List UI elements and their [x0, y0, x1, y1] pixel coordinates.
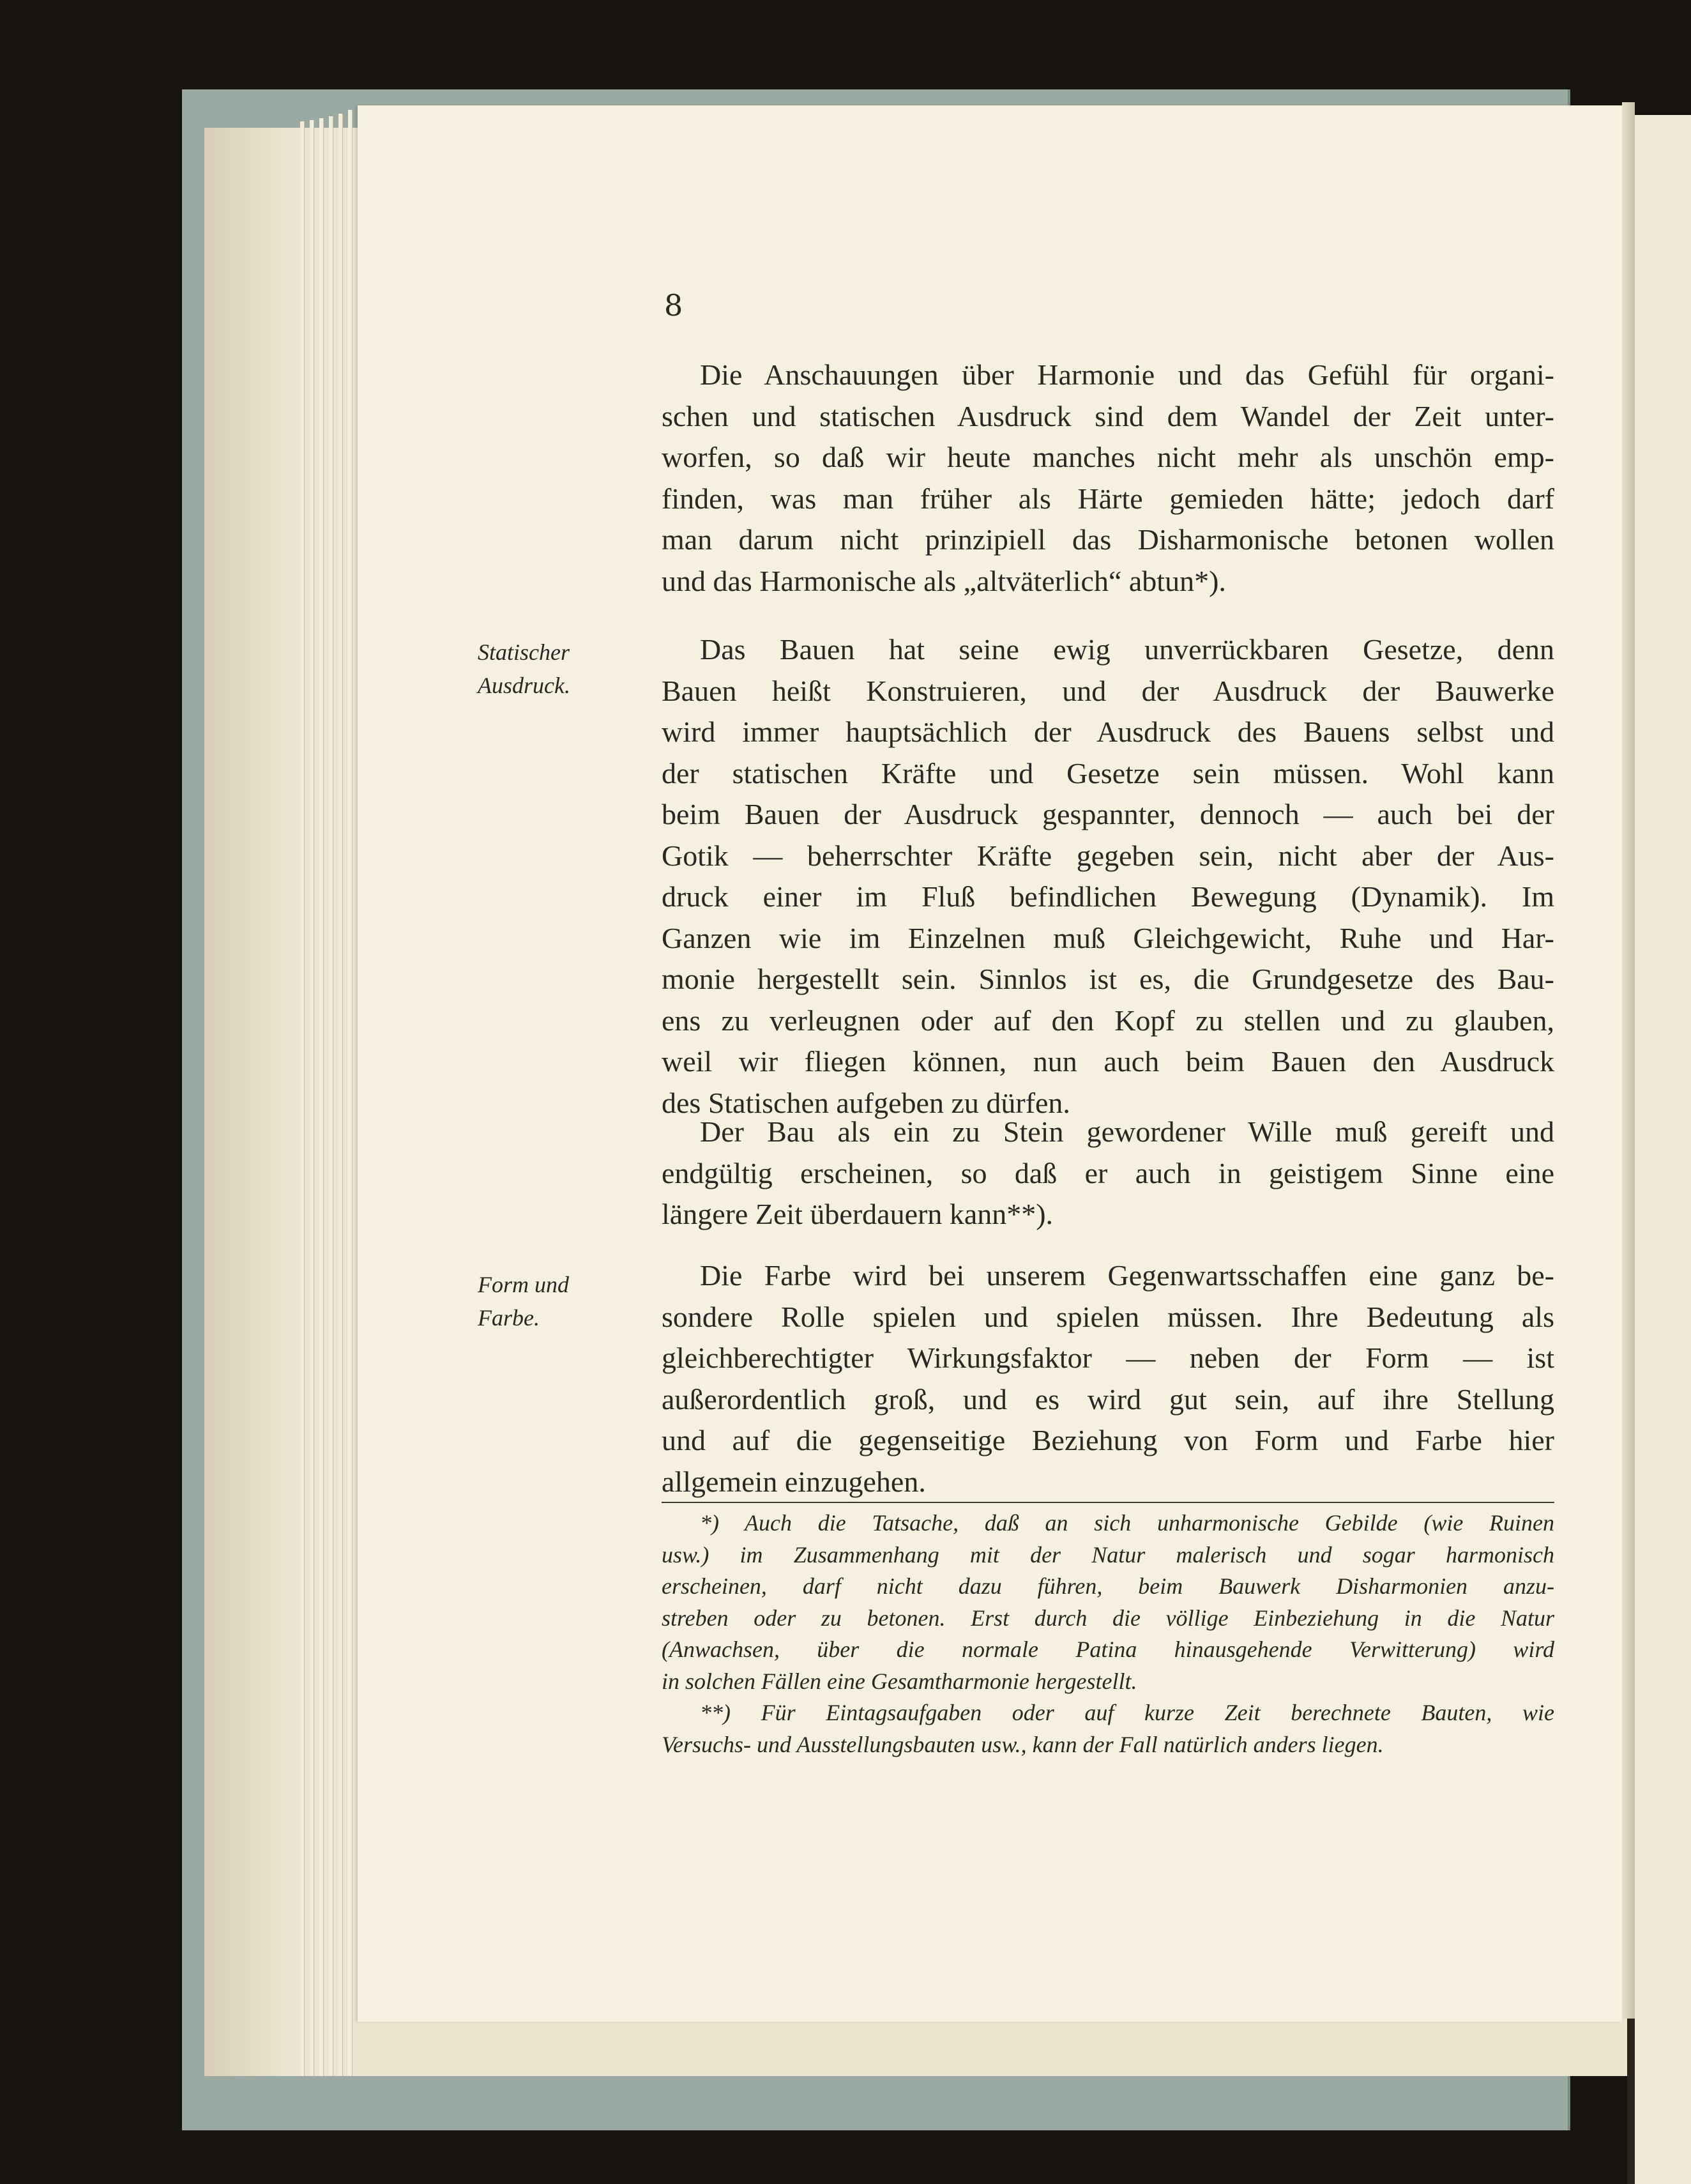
footnote-line: in solchen Fällen eine Gesamtharmonie hergestellt. — [662, 1668, 1137, 1694]
text-line: schen und statischen Ausdruck sind dem Wandel der Zeit unter- — [662, 399, 1554, 432]
page-number: 8 — [664, 288, 683, 323]
footnote-line: *) Auch die Tatsache, daß an sich unharmonische Gebilde (wie Ruinen — [700, 1510, 1554, 1536]
text-line: wird immer hauptsächlich der Ausdruck des Bauens selbst und — [662, 715, 1554, 748]
footnote-line: Versuchs- und Ausstellungsbauten usw., kann der Fall natürlich anders liegen. — [662, 1731, 1384, 1757]
page-edge — [348, 110, 353, 2076]
text-line: des Statischen aufgeben zu dürfen. — [662, 1086, 1070, 1119]
footnote-line: erscheinen, darf nicht dazu führen, beim Bauwerk Disharmonien anzu- — [662, 1573, 1554, 1599]
text-line: Die Farbe wird bei unserem Gegenwartsschaffen eine ganz be- — [700, 1259, 1554, 1292]
margin-note-statischer-ausdruck — [478, 636, 637, 702]
text-line: allgemein einzugehen. — [662, 1465, 926, 1498]
text-line: endgültig erscheinen, so daß er auch in geistigem Sinne eine — [662, 1156, 1554, 1189]
margin-note-line: Ausdruck. — [478, 673, 570, 698]
text-line: Der Bau als ein zu Stein gewordener Wille muß gereift und — [700, 1115, 1554, 1148]
text-line: und das Harmonische als „altväterlich“ abtun*). — [662, 564, 1226, 597]
text-line: monie hergestellt sein. Sinnlos ist es, die Grundgesetze des Bau- — [662, 963, 1554, 995]
text-line: Das Bauen hat seine ewig unverrückbaren Gesetze, denn — [700, 633, 1554, 666]
text-line: längere Zeit überdauern kann**). — [662, 1198, 1054, 1230]
paragraph-harmonie — [662, 355, 1554, 602]
text-line: weil wir fliegen können, nun auch beim Bauen den Ausdruck — [662, 1045, 1554, 1078]
footnote-line: (Anwachsen, über die normale Patina hinausgehende Verwitterung) wird — [662, 1637, 1554, 1662]
text-line: der statischen Kräfte und Gesetze sein müssen. Wohl kann — [662, 756, 1554, 790]
footnote-line: usw.) im Zusammenhang mit der Natur malerisch und sogar harmonisch — [662, 1541, 1554, 1568]
paragraph-bauen — [662, 629, 1554, 1124]
text-line: sondere Rolle spielen und spielen müssen. Ihre Bedeutung als — [662, 1300, 1554, 1333]
next-page-edge — [1635, 115, 1691, 2184]
footnote-rule — [662, 1502, 1554, 1503]
footnotes — [662, 1508, 1554, 1760]
text-line: man darum nicht prinzipiell das Disharmonische betonen wollen — [662, 523, 1554, 556]
text-line: worfen, so daß wir heute manches nicht mehr als unschön emp- — [662, 441, 1554, 473]
text-line: finden, was man früher als Härte gemieden hätte; jedoch darf — [662, 482, 1554, 515]
text-line: Ganzen wie im Einzelnen muß Gleichgewicht, Ruhe und Har- — [662, 921, 1554, 954]
text-line: Bauen heißt Konstruieren, und der Ausdruck der Bauwerke — [662, 674, 1554, 707]
margin-note-form-und-farbe — [478, 1268, 637, 1334]
text-line: und auf die gegenseitige Beziehung von Form und Farbe hier — [662, 1424, 1554, 1456]
text-line: gleichberechtigter Wirkungsfaktor — neben der Form — ist — [662, 1341, 1554, 1374]
footnote-line: streben oder zu betonen. Erst durch die völlige Einbeziehung in die Natur — [662, 1605, 1554, 1631]
page-stack-shade — [204, 128, 294, 2076]
text-line: Gotik — beherrschter Kräfte gegeben sein, nicht aber der Aus- — [662, 839, 1554, 872]
text-line: ens zu verleugnen oder auf den Kopf zu stellen und zu glauben, — [662, 1004, 1554, 1037]
page-edge — [310, 120, 314, 2076]
paragraph-bau-wille — [662, 1111, 1554, 1235]
text-line: Die Anschauungen über Harmonie und das Gefühl für organi- — [700, 358, 1554, 391]
text-line: außerordentlich groß, und es wird gut sein, auf ihre Stellung — [662, 1382, 1554, 1416]
margin-note-line: Farbe. — [478, 1305, 540, 1331]
margin-note-line: Form und — [478, 1272, 569, 1297]
page-edge — [319, 118, 324, 2076]
text-line: beim Bauen der Ausdruck gespannter, dennoch — auch bei der — [662, 798, 1554, 830]
paragraph-farbe — [662, 1255, 1554, 1502]
margin-note-line: Statischer — [478, 639, 570, 665]
page-right-edge — [1622, 102, 1635, 2019]
page-edge — [300, 121, 305, 2076]
page-edge — [329, 116, 333, 2076]
footnote-line: **) Für Eintagsaufgaben oder auf kurze Zeit berechnete Bauten, wie — [700, 1700, 1554, 1725]
page-edge — [338, 114, 343, 2076]
text-line: druck einer im Fluß befindlichen Bewegung (Dynamik). Im — [662, 880, 1554, 913]
